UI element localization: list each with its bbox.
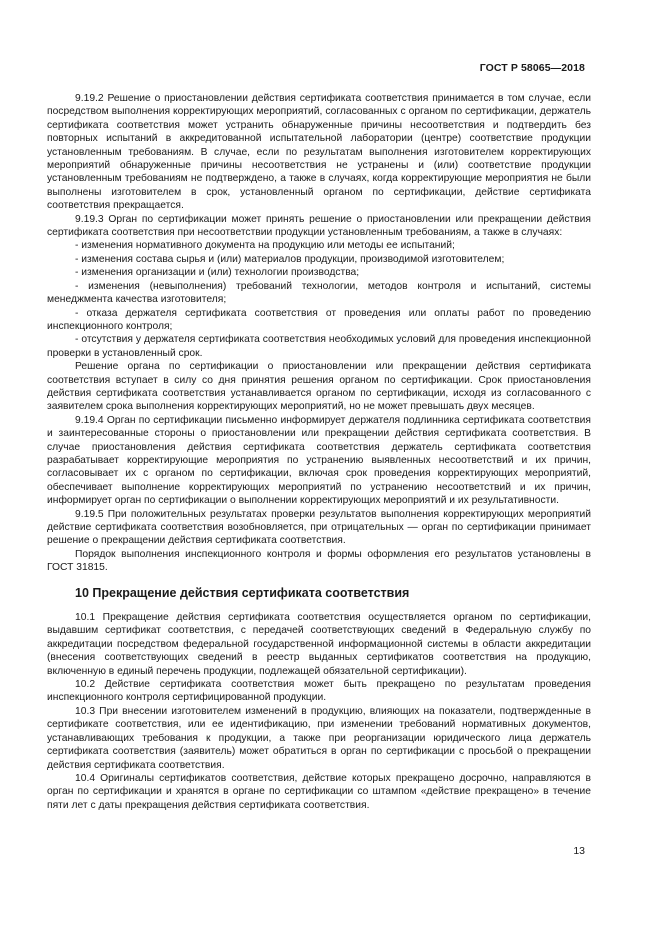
list-item: - изменения нормативного документа на продукцию или методы ее испытаний; <box>75 240 455 252</box>
page-number: 13 <box>573 845 585 857</box>
paragraph-9-19-2: 9.19.2 Решение о приостановлении действия сертификата соответствия принимается в том случае, если посредством выполнения корректирующих мероприятий, согласованных с органом по сертификации, держатель сертификата соответствия может устранить обнаруженные причины несоответствия и подтвердить без повторных испытаний в аккредитованной испытательной лаборатории (центре) соответствие продукции установленным требованиям. В случае, если по результатам выполнения изготовителем корректирующих мероприятий обнаруженные причины несоответствия не устранены и (или) соответствие продукции установленным требованиям не подтверждено, а также в случаях, когда корректирующие мероприятия не были выполнены изготовителем в срок, установленный органом по сертификации, действие сертификата соответствия прекращается. <box>47 93 591 212</box>
paragraph-9-19-5: 9.19.5 При положительных результатах проверки результатов выполнения корректирующих мероприятий действие сертификата соответствия возобновляется, при отрицательных — орган по сертификации принимает решение о прекращении действия сертификата соответствия. <box>47 508 591 547</box>
paragraph-decision: Решение органа по сертификации о приостановлении или прекращении действия сертификата соответствия вступает в силу со дня принятия решения органом по сертификации. Срок приостановления действия сертификата соответствия устанавливается органом по сертификации, исходя из согласованного с заявителем срока выполнения корректирующих мероприятий, но не может превышать двух месяцев. <box>47 361 591 413</box>
paragraph-10-4: 10.4 Оригиналы сертификатов соответствия, действие которых прекращено досрочно, направляются в орган по сертификации и хранятся в органе по сертификации со штампом «действие прекращено» в течение пяти лет с даты прекращения действия сертификата соответствия. <box>47 772 591 811</box>
section-10-heading: 10 Прекращение действия сертификата соответствия <box>75 585 410 600</box>
list-item: - отказа держателя сертификата соответствия от проведения или оплаты работ по проведению инспекционного контроля; <box>47 307 591 332</box>
standard-header: ГОСТ Р 58065—2018 <box>479 62 585 74</box>
list-item: - изменения состава сырья и (или) материалов продукции, производимой изготовителем; <box>75 253 505 265</box>
paragraph-10-3: 10.3 При внесении изготовителем изменений в продукцию, влияющих на показатели, подтвержденные в сертификате соответствия, или ее идентификацию, при изменении требований нормативных документов, устанавливающих требования к продукции, а также при реорганизации юридического лица держатель сертификата соответствия (заявитель) может обратиться в орган по сертификации с просьбой о прекращении действия сертификата соответствия. <box>47 705 591 771</box>
document-body <box>47 92 591 812</box>
paragraph-10-1: 10.1 Прекращение действия сертификата соответствия осуществляется органом по сертификации, выдавшим сертификат соответствия, с передачей соответствующих сведений в Федеральную службу по аккредитации посредством федеральной государственной информационной системы в области аккредитации (внесения соответствующих сведений в реестр выданных сертификатов соответствия на продукцию, включенную в единый перечень продукции, подлежащей обязательной сертификации). <box>47 612 591 677</box>
paragraph-order: Порядок выполнения инспекционного контроля и формы оформления его результатов установлены в ГОСТ 31815. <box>47 548 591 574</box>
list-item: - изменения организации и (или) технологии производства; <box>75 267 360 279</box>
paragraph-10-2: 10.2 Действие сертификата соответствия может быть прекращено по результатам проведения инспекционного контроля сертифицированной продукции. <box>47 679 591 704</box>
paragraph-9-19-3: 9.19.3 Орган по сертификации может принять решение о приостановлении или прекращении действия сертификата соответствия при несоответствии продукции установленным требованиям, а также в случаях: <box>47 213 591 239</box>
list-item: - изменения (невыполнения) требований технологии, методов контроля и испытаний, системы менеджмента качества изготовителя; <box>47 280 591 306</box>
list-item: - отсутствия у держателя сертификата соответствия необходимых условий для проведения инспекционной проверки в установленный срок. <box>47 334 591 359</box>
paragraph-9-19-4: 9.19.4 Орган по сертификации письменно информирует держателя подлинника сертификата соответствия и заинтересованные стороны о приостановлении или прекращении действия сертификата соответствия. В случае приостановления действия сертификата соответствия держатель сертификата соответствия разрабатывает корректирующие мероприятия по устранению выявленных несоответствий и их причин, согласовывает их с органом по сертификации, включая срок проведения корректирующих мероприятий, обеспечивает выполнение корректирующих мероприятий по устранению несоответствий и их причин, информирует орган по сертификации о выполнении корректирующих мероприятий и их результативности. <box>47 414 591 507</box>
